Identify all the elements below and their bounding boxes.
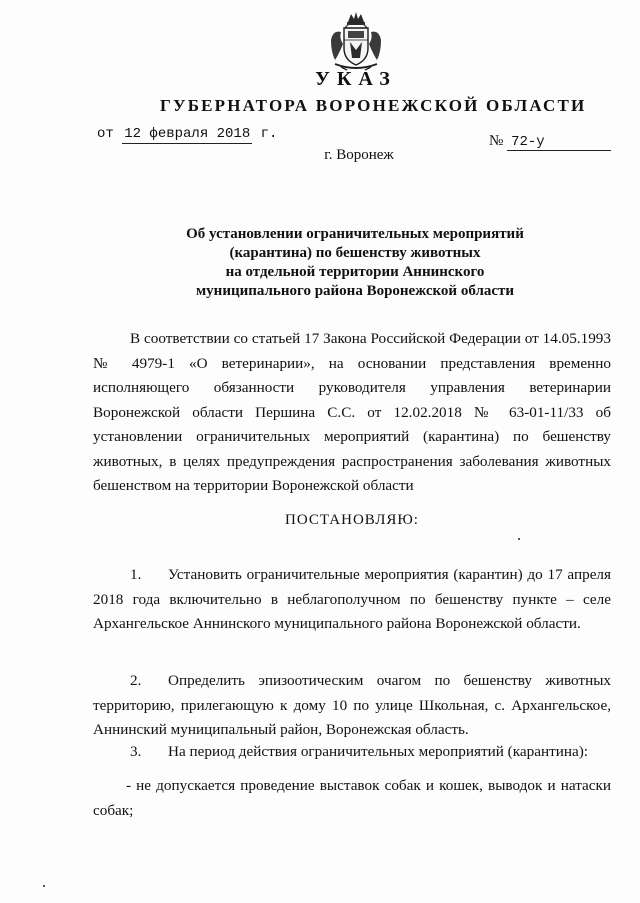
decree-item (93, 669, 611, 743)
decree-subitem: - не допускается проведение выставок собак и кошек, выводок и натаски собак; (93, 777, 611, 819)
scan-speck (43, 885, 45, 887)
subject-line: (карантина) по бешенству животных (229, 245, 481, 261)
decree-item (93, 740, 611, 765)
preamble-paragraph: В соответствии со статьей 17 Закона Российской Федерации от 14.05.1993 № 4979-1 «О ветеринарии», на основании представления временно исполняющего обязанности руководителя управления ветеринарии Воронежской области Першина С.С. от 12.02.2018 № 63-01-11/33 об установлении ограничительных мероприятий (карантина) по бешенству животных, в целях предупреждения распространения заболевания животных бешенством на территории Воронежской области (93, 330, 611, 494)
coat-of-arms-icon (327, 10, 385, 72)
item-number: 2. (130, 672, 142, 689)
document-title: УКАЗ (315, 68, 397, 90)
subject-line: Об установлении ограничительных мероприятий (186, 226, 524, 242)
number-prefix: № (489, 133, 504, 149)
decree-item (93, 563, 611, 637)
item-text: Определить эпизоотическим очагом по бешенству животных территорию, прилегающую к дому 10 по улице Школьная, с. Архангельское, Аннинский муниципальный район, Воронежская область. (93, 672, 611, 738)
decree-heading: ПОСТАНОВЛЯЮ: (285, 512, 419, 528)
date-line (97, 126, 277, 144)
date-suffix: г. (260, 126, 278, 142)
subject-line: на отдельной территории Аннинского (225, 264, 485, 280)
document-subtitle: ГУБЕРНАТОРА ВОРОНЕЖСКОЙ ОБЛАСТИ (160, 96, 587, 115)
date-prefix: от (97, 126, 114, 142)
document-subject (100, 225, 610, 301)
number-value: 72-у (507, 134, 611, 151)
scan-speck (518, 538, 520, 540)
city: г. Воронеж (324, 147, 394, 163)
item-text: На период действия ограничительных мероприятий (карантина): (168, 743, 588, 760)
item-text: Установить ограничительные мероприятия (карантин) до 17 апреля 2018 года включительно в неблагополучном по бешенству пункте – селе Архангельское Аннинского муниципального района Воронежской области. (93, 566, 611, 632)
subject-line: муниципального района Воронежской области (195, 283, 515, 299)
item-number: 1. (130, 566, 142, 583)
item-number: 3. (130, 743, 142, 760)
date-value: 12 февраля 2018 (124, 126, 251, 142)
